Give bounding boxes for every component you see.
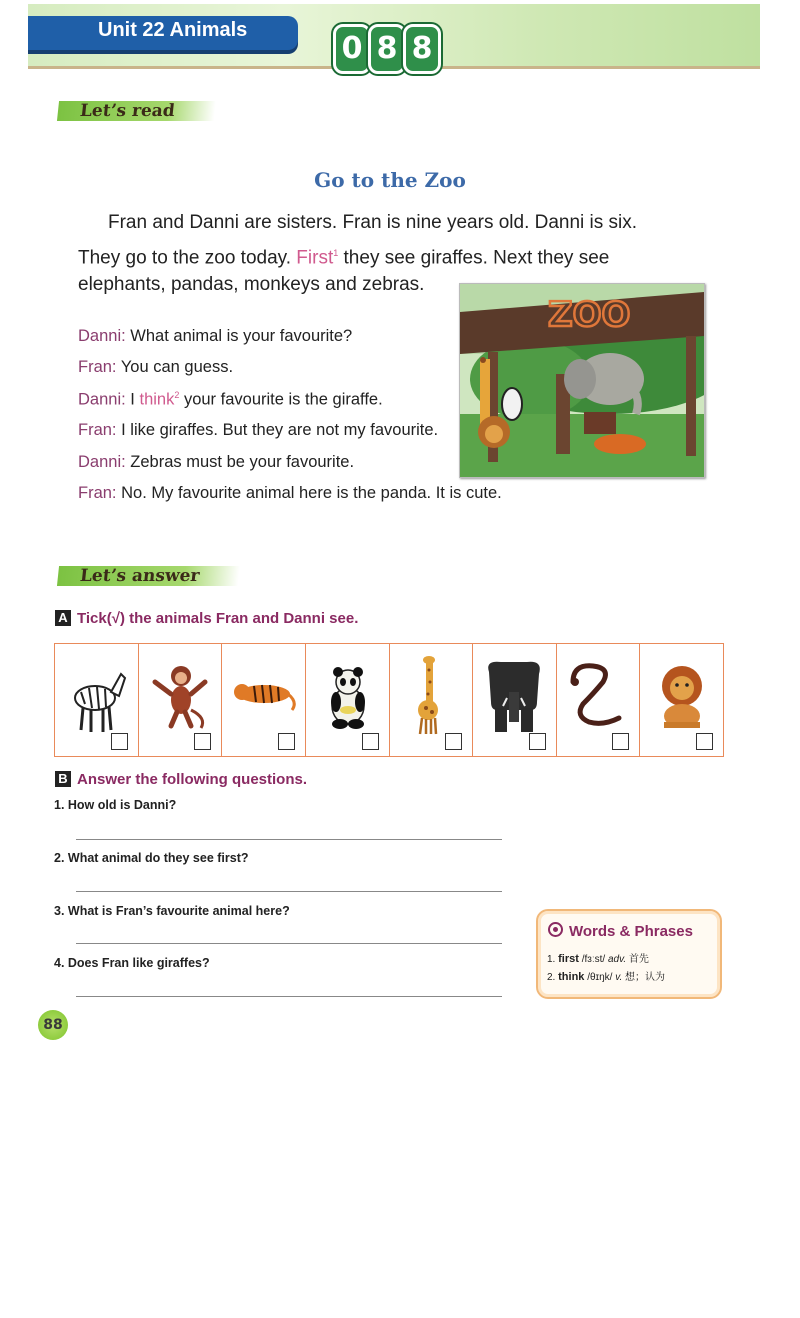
page-code-digit: 8 bbox=[368, 24, 406, 74]
tick-checkbox[interactable] bbox=[696, 733, 713, 750]
dialogue-line: Fran: You can guess. bbox=[78, 358, 234, 376]
lets-read-tag: Let’s read bbox=[57, 101, 216, 121]
monkey-icon bbox=[145, 652, 215, 736]
dialogue-line: Fran: I like giraffes. But they are not my favourite. bbox=[78, 421, 439, 439]
speaker-name: Fran: bbox=[78, 421, 117, 439]
story-paragraph-line: elephants, pandas, monkeys and zebras. bbox=[78, 274, 425, 295]
animal-cell-giraffe bbox=[390, 644, 474, 756]
question-4: 4. Does Fran like giraffes? bbox=[54, 956, 210, 970]
story-paragraph-line: Fran and Danni are sisters. Fran is nine years old. Danni is six. bbox=[108, 212, 638, 233]
tick-checkbox[interactable] bbox=[362, 733, 379, 750]
tick-checkbox[interactable] bbox=[445, 733, 462, 750]
part-b-badge: B bbox=[55, 771, 71, 787]
question-3: 3. What is Fran’s favourite animal here? bbox=[54, 904, 290, 918]
speaker-name: Fran: bbox=[78, 484, 117, 502]
animal-cell-zebra bbox=[55, 644, 139, 756]
answer-line-4[interactable] bbox=[76, 996, 502, 997]
dialogue-line: Danni: Zebras must be your favourite. bbox=[78, 453, 355, 471]
answer-line-2[interactable] bbox=[76, 891, 502, 892]
lion-icon bbox=[646, 652, 716, 736]
part-b-instruction: B Answer the following questions. bbox=[55, 771, 307, 788]
animal-cell-panda bbox=[306, 644, 390, 756]
answer-line-3[interactable] bbox=[76, 943, 502, 944]
speaker-name: Danni: bbox=[78, 453, 126, 471]
word-entry: 1. first /fɜːst/ adv. 首先 bbox=[547, 953, 649, 965]
tiger-icon bbox=[228, 652, 298, 736]
tick-checkbox[interactable] bbox=[612, 733, 629, 750]
tick-checkbox[interactable] bbox=[194, 733, 211, 750]
question-1: 1. How old is Danni? bbox=[54, 798, 177, 812]
speaker-name: Danni: bbox=[78, 327, 126, 345]
animal-cell-monkey bbox=[139, 644, 223, 756]
page-code-digit: 8 bbox=[403, 24, 441, 74]
answer-line-1[interactable] bbox=[76, 839, 502, 840]
words-phrases-title: Words & Phrases bbox=[548, 922, 693, 940]
bullet-icon bbox=[548, 922, 563, 937]
tick-checkbox[interactable] bbox=[111, 733, 128, 750]
animal-cell-snake bbox=[557, 644, 641, 756]
animal-cell-lion bbox=[640, 644, 723, 756]
panda-icon bbox=[312, 652, 382, 736]
keyword-first: First bbox=[296, 247, 334, 269]
animal-tick-table bbox=[54, 643, 724, 757]
part-a-instruction: A Tick(√) the animals Fran and Danni see. bbox=[55, 610, 358, 627]
zoo-illustration bbox=[459, 283, 705, 478]
zebra-icon bbox=[61, 652, 131, 736]
elephant-icon bbox=[479, 652, 549, 736]
story-title: Go to the Zoo bbox=[314, 168, 466, 192]
page-number: 88 bbox=[38, 1010, 68, 1040]
speaker-name: Danni: bbox=[78, 390, 126, 409]
giraffe-icon bbox=[396, 652, 466, 736]
tick-checkbox[interactable] bbox=[529, 733, 546, 750]
dialogue-line: Fran: No. My favourite animal here is the panda. It is cute. bbox=[78, 484, 502, 502]
animal-cell-elephant bbox=[473, 644, 557, 756]
tick-checkbox[interactable] bbox=[278, 733, 295, 750]
speaker-name: Fran: bbox=[78, 358, 117, 376]
question-2: 2. What animal do they see first? bbox=[54, 851, 249, 865]
part-a-badge: A bbox=[55, 610, 71, 626]
lets-answer-tag: Let’s answer bbox=[57, 566, 240, 586]
page-code-digit: 0 bbox=[333, 24, 371, 74]
word-entry: 2. think /θɪŋk/ v. 想；认为 bbox=[547, 971, 666, 983]
snake-icon bbox=[563, 652, 633, 736]
zoo-sign-text: ZOO bbox=[548, 295, 631, 335]
animal-cell-tiger bbox=[222, 644, 306, 756]
keyword-think: think bbox=[139, 390, 175, 409]
story-paragraph-line: They go to the zoo today. First$^1$ they see giraffes. Next they see bbox=[78, 247, 610, 269]
unit-title: Unit 22 Animals bbox=[98, 19, 248, 41]
dialogue-line: Danni: What animal is your favourite? bbox=[78, 327, 353, 345]
dialogue-line: Danni: I think$^2$ your favourite is the giraffe. bbox=[78, 390, 383, 409]
